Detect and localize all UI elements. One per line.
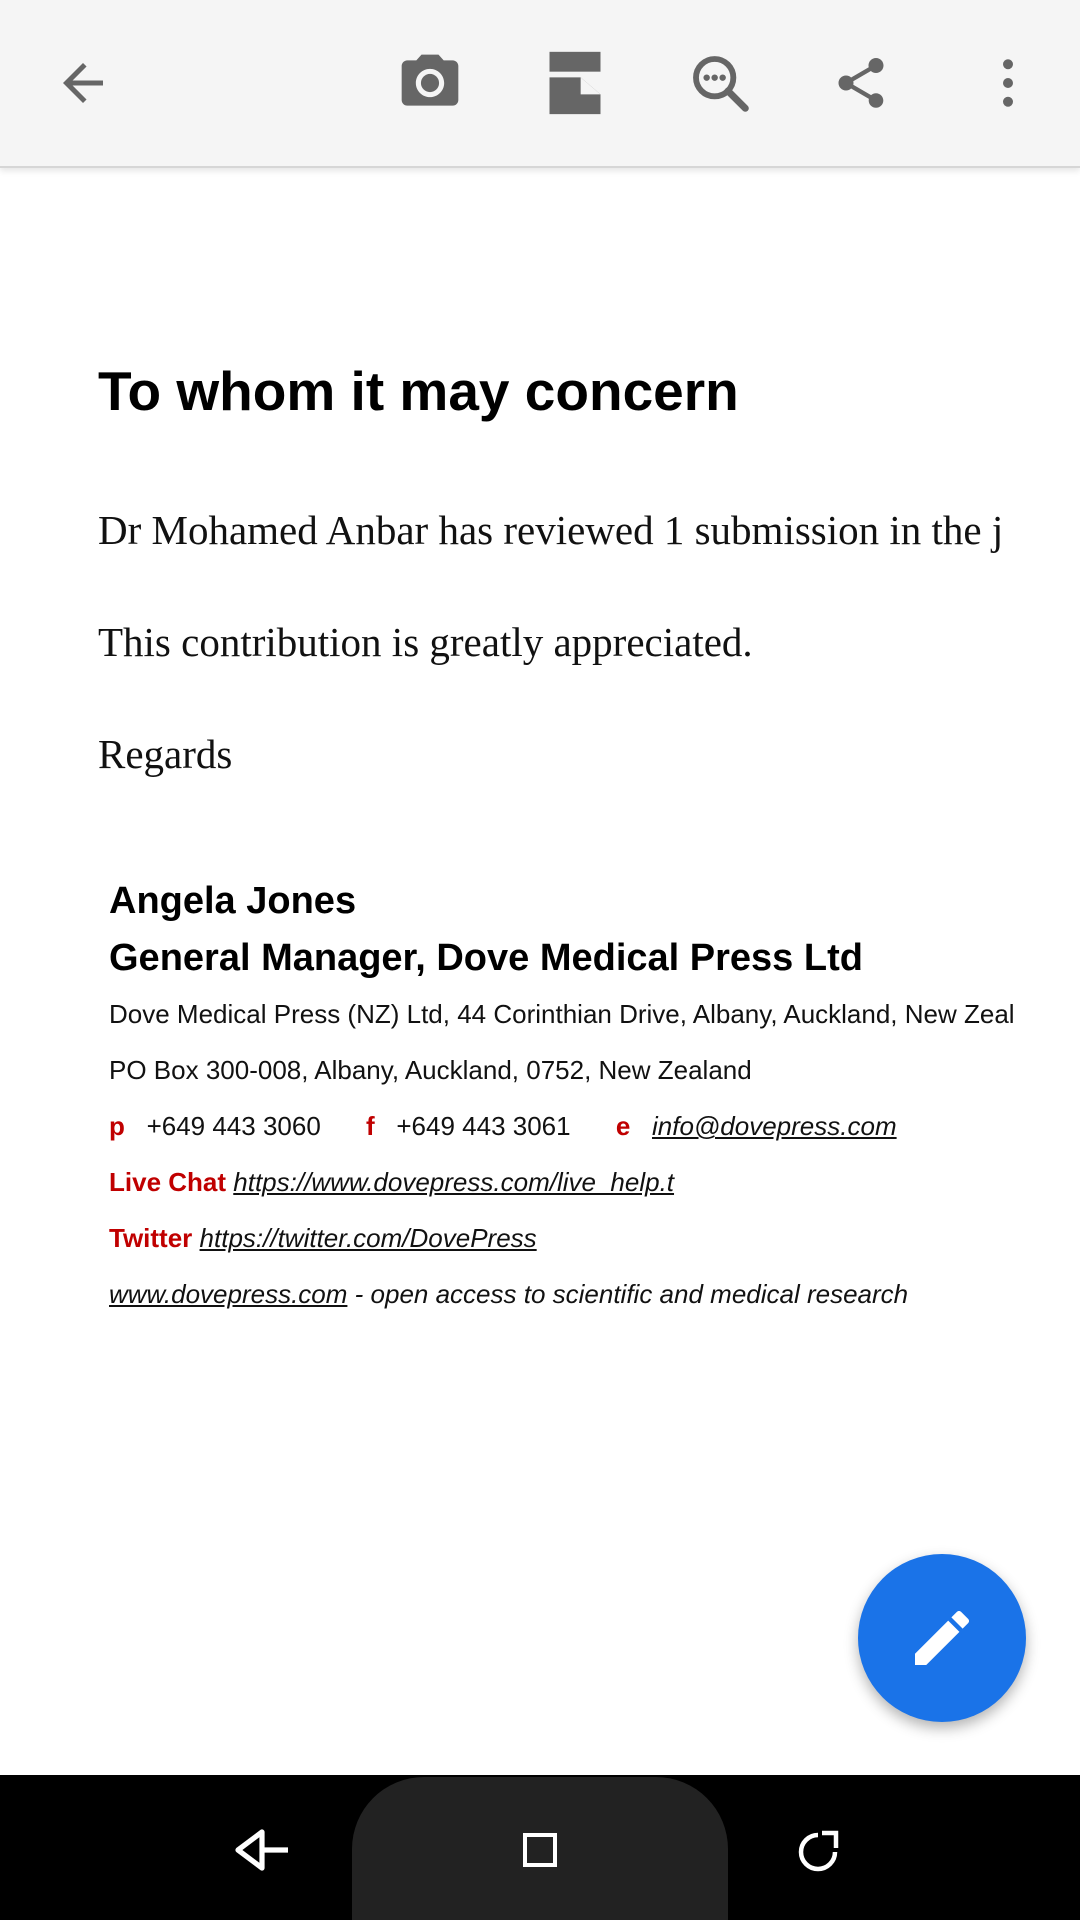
page-layout-button[interactable] (525, 33, 625, 133)
search-button[interactable] (670, 33, 770, 133)
signature-address-line-1: Dove Medical Press (NZ) Ltd, 44 Corinthian Drive, Albany, Auckland, New Zeal (109, 999, 1015, 1029)
body-paragraph-regards: Regards (98, 731, 233, 777)
more-vert-icon (978, 53, 1038, 113)
nav-home-button[interactable] (490, 1805, 590, 1895)
signature-address-line-2: PO Box 300-008, Albany, Auckland, 0752, New Zealand (109, 1055, 752, 1085)
twitter-label: Twitter (109, 1223, 193, 1253)
top-toolbar (0, 0, 1080, 168)
signature-name: Angela Jones (109, 880, 357, 922)
twitter-link[interactable]: https://twitter.com/DovePress (199, 1223, 537, 1253)
phone-number: +649 443 3060 (146, 1111, 321, 1141)
camera-button[interactable] (380, 33, 480, 133)
share-icon (831, 53, 891, 113)
system-nav-bar (0, 1775, 1080, 1920)
edit-fab-button[interactable] (858, 1554, 1026, 1722)
nav-back-button[interactable] (212, 1805, 312, 1895)
nav-recents-button[interactable] (770, 1805, 870, 1895)
nav-home-icon (522, 1832, 558, 1868)
website-tagline: - open access to scientific and medical research (347, 1279, 909, 1309)
body-paragraph-appreciation: This contribution is greatly appreciated. (98, 619, 753, 665)
email-label: e (615, 1111, 631, 1141)
live-chat-label: Live Chat (109, 1167, 227, 1197)
website-link[interactable]: www.dovepress.com (109, 1279, 348, 1309)
back-arrow-icon (53, 53, 113, 113)
signature-title: General Manager, Dove Medical Press Ltd (109, 937, 863, 979)
live-chat-link[interactable]: https://www.dovepress.com/live_help.t (233, 1167, 675, 1197)
body-paragraph-review: Dr Mohamed Anbar has reviewed 1 submission in the j (98, 507, 1004, 553)
document-heading: To whom it may concern (98, 360, 739, 422)
back-button[interactable] (33, 33, 133, 133)
signature-contact-line (109, 1113, 897, 1139)
nav-recents-icon (796, 1826, 844, 1874)
page-layout-icon (545, 49, 605, 117)
edit-pencil-icon (906, 1602, 978, 1674)
more-options-button[interactable] (958, 33, 1058, 133)
document-page (0, 168, 1080, 1775)
search-more-icon (688, 51, 752, 115)
nav-back-icon (234, 1828, 290, 1872)
fax-label: f (366, 1111, 375, 1141)
phone-label: p (109, 1111, 125, 1141)
email-link[interactable]: info@dovepress.com (651, 1111, 897, 1141)
camera-icon (396, 49, 464, 117)
signature-twitter-line (109, 1225, 537, 1251)
share-button[interactable] (811, 33, 911, 133)
fax-number: +649 443 3061 (396, 1111, 571, 1141)
signature-website-line (109, 1281, 908, 1307)
signature-live-chat-line (109, 1169, 674, 1195)
